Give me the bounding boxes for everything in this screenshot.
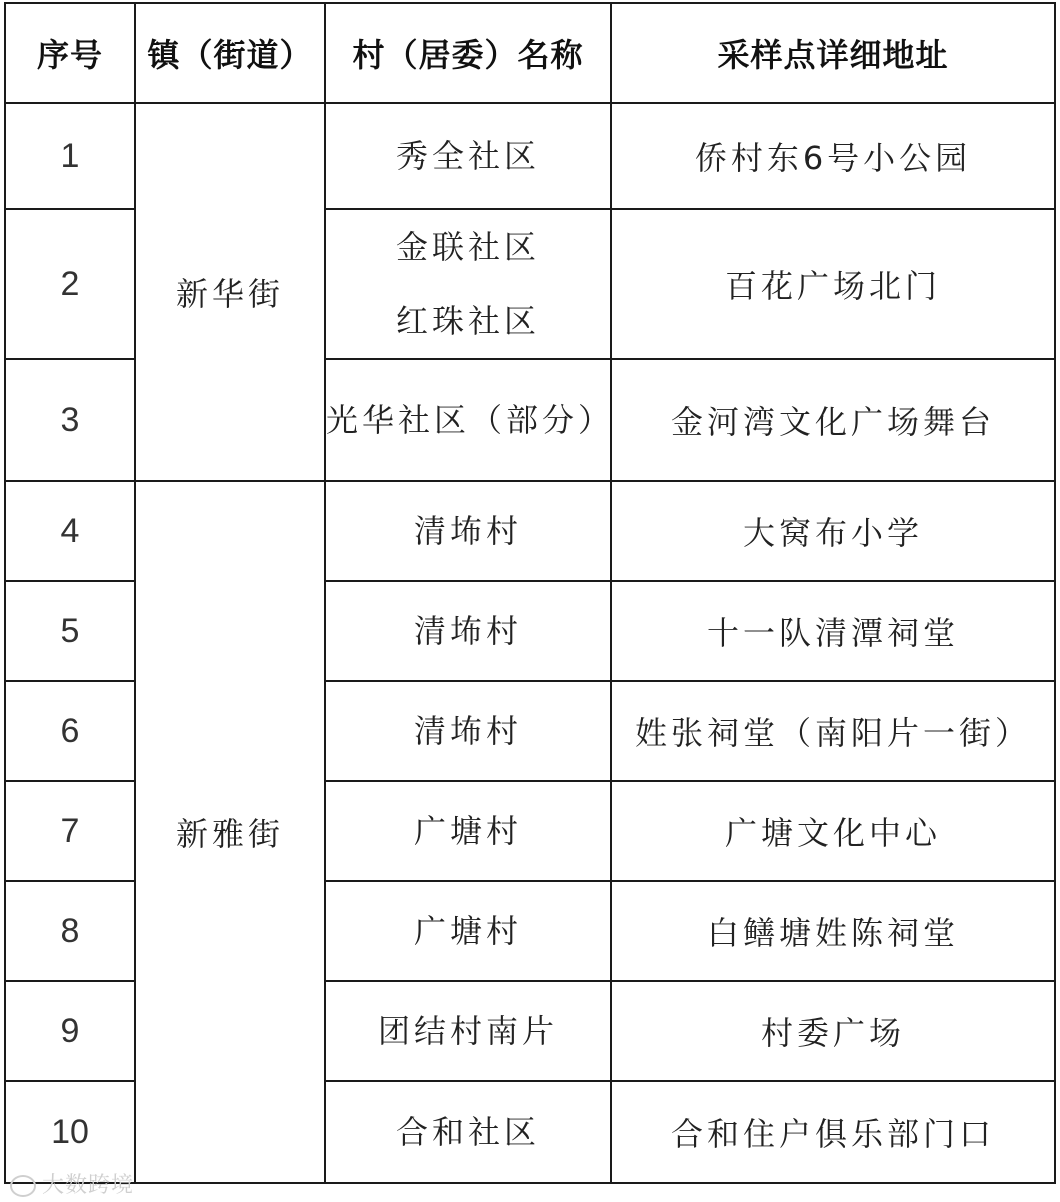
village-name: 清㘵村 (413, 512, 522, 550)
header-address: 采样点详细地址 (611, 3, 1055, 103)
village-name: 光华社区（部分） (326, 401, 615, 439)
table-row (5, 481, 1055, 581)
village-name: 广塘村 (413, 912, 522, 950)
address-cell: 白鳝塘姓陈祠堂 (611, 881, 1055, 981)
village-name: 清㘵村 (413, 712, 522, 750)
logo-icon (10, 1175, 36, 1197)
village-name: 广塘村 (413, 812, 522, 850)
sampling-site-table (4, 2, 1056, 1184)
header-seq: 序号 (5, 3, 135, 103)
watermark-text: 大数跨境 (42, 1173, 135, 1198)
row-number: 4 (5, 481, 135, 581)
address-cell: 百花广场北门 (611, 209, 1055, 359)
header-village: 村（居委）名称 (325, 3, 611, 103)
address-cell: 十一队清潭祠堂 (611, 581, 1055, 681)
address-cell: 合和住户俱乐部门口 (611, 1081, 1055, 1183)
town-cell: 新雅街 (135, 481, 325, 1183)
village-name: 清㘵村 (413, 612, 522, 650)
village-cell (325, 359, 615, 481)
row-number: 3 (5, 359, 135, 481)
row-number: 7 (5, 781, 135, 881)
village-cell (325, 781, 611, 881)
watermark (10, 1168, 134, 1199)
row-number: 5 (5, 581, 135, 681)
table-header-row (5, 3, 1055, 103)
row-number: 6 (5, 681, 135, 781)
address-cell: 村委广场 (611, 981, 1055, 1081)
village-cell (325, 209, 611, 359)
town-cell: 新华街 (135, 103, 325, 481)
village-name: 金联社区 (395, 228, 540, 266)
address-cell: 姓张祠堂（南阳片一街） (611, 681, 1055, 781)
address-cell: 侨村东6号小公园 (611, 103, 1055, 209)
row-number: 8 (5, 881, 135, 981)
village-name: 团结村南片 (377, 1012, 558, 1050)
address-cell: 金河湾文化广场舞台 (611, 359, 1055, 481)
row-number: 2 (5, 209, 135, 359)
address-cell: 大窝布小学 (611, 481, 1055, 581)
header-town: 镇（街道） (135, 3, 325, 103)
village-name: 秀全社区 (395, 137, 540, 175)
address-cell: 广塘文化中心 (611, 781, 1055, 881)
village-cell (325, 581, 611, 681)
row-number: 1 (5, 103, 135, 209)
village-name: 红珠社区 (395, 302, 540, 340)
row-number: 9 (5, 981, 135, 1081)
village-cell (325, 681, 611, 781)
village-name: 合和社区 (395, 1113, 540, 1151)
village-cell (325, 981, 611, 1081)
row-number: 10 (5, 1081, 135, 1183)
village-cell (325, 481, 611, 581)
table-row (5, 103, 1055, 209)
village-cell (325, 881, 611, 981)
village-cell (325, 1081, 611, 1183)
village-cell (325, 103, 611, 209)
